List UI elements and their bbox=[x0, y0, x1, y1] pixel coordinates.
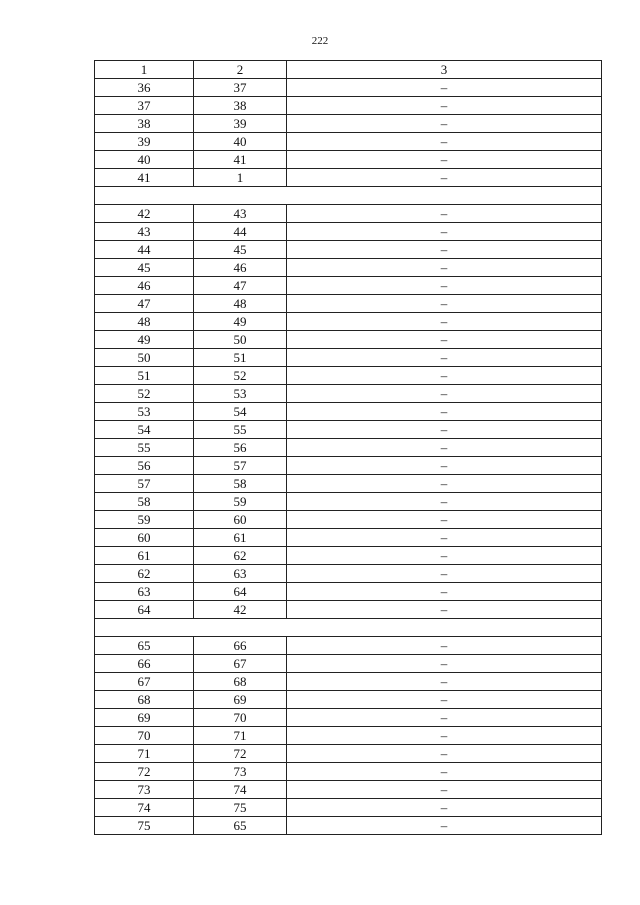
table-cell-col-3: – bbox=[287, 511, 602, 529]
table-row bbox=[95, 565, 602, 583]
table-cell-col-2: 44 bbox=[194, 223, 287, 241]
table-row bbox=[95, 151, 602, 169]
table-cell-col-1: 41 bbox=[95, 169, 194, 187]
table-cell-col-1: 43 bbox=[95, 223, 194, 241]
table-row bbox=[95, 313, 602, 331]
table-row bbox=[95, 349, 602, 367]
table-cell-col-1: 64 bbox=[95, 601, 194, 619]
table-cell-col-3: – bbox=[287, 223, 602, 241]
table-cell-col-3: – bbox=[287, 367, 602, 385]
table-row bbox=[95, 97, 602, 115]
table-cell-col-1: 57 bbox=[95, 475, 194, 493]
table-cell-col-1: 72 bbox=[95, 763, 194, 781]
table-cell-col-1: 37 bbox=[95, 97, 194, 115]
header-row bbox=[95, 61, 602, 79]
group-separator-row bbox=[95, 619, 602, 637]
page-number: 222 bbox=[311, 35, 329, 47]
table-cell-col-1: 54 bbox=[95, 421, 194, 439]
table-cell-col-1: 73 bbox=[95, 781, 194, 799]
table-row bbox=[95, 709, 602, 727]
group-separator-row bbox=[95, 187, 602, 205]
table-cell-col-3: – bbox=[287, 151, 602, 169]
table-cell-col-1: 48 bbox=[95, 313, 194, 331]
table-cell-col-3: – bbox=[287, 493, 602, 511]
table-body bbox=[95, 61, 602, 835]
table-cell-col-2: 56 bbox=[194, 439, 287, 457]
table-cell-col-3: – bbox=[287, 529, 602, 547]
table-cell-col-3: – bbox=[287, 817, 602, 835]
table-cell-col-2: 59 bbox=[194, 493, 287, 511]
table-cell-col-1: 46 bbox=[95, 277, 194, 295]
table-cell-col-1: 75 bbox=[95, 817, 194, 835]
table-cell-col-1: 66 bbox=[95, 655, 194, 673]
table-cell-col-2: 71 bbox=[194, 727, 287, 745]
table-cell-col-2: 74 bbox=[194, 781, 287, 799]
table-cell-col-2: 66 bbox=[194, 637, 287, 655]
table-row bbox=[95, 763, 602, 781]
table-cell-col-3: – bbox=[287, 241, 602, 259]
table-cell-col-3: – bbox=[287, 79, 602, 97]
table-cell-col-3: – bbox=[287, 295, 602, 313]
table-row bbox=[95, 115, 602, 133]
table-cell-col-3: – bbox=[287, 475, 602, 493]
table-cell-col-1: 58 bbox=[95, 493, 194, 511]
table-cell-col-3: – bbox=[287, 349, 602, 367]
table-cell-col-3: – bbox=[287, 583, 602, 601]
table-cell-col-1: 50 bbox=[95, 349, 194, 367]
table-cell-col-3: – bbox=[287, 601, 602, 619]
table-row bbox=[95, 745, 602, 763]
table-cell-col-2: 43 bbox=[194, 205, 287, 223]
table-row bbox=[95, 529, 602, 547]
table-cell-col-2: 58 bbox=[194, 475, 287, 493]
table-cell-col-1: 40 bbox=[95, 151, 194, 169]
table-row bbox=[95, 223, 602, 241]
table-cell-col-1: 52 bbox=[95, 385, 194, 403]
table-cell-col-1: 68 bbox=[95, 691, 194, 709]
table-cell-col-1: 53 bbox=[95, 403, 194, 421]
table-cell-col-2: 49 bbox=[194, 313, 287, 331]
table-cell-col-3: – bbox=[287, 673, 602, 691]
table-cell-col-1: 74 bbox=[95, 799, 194, 817]
table-cell-col-1: 44 bbox=[95, 241, 194, 259]
table-cell-col-1: 61 bbox=[95, 547, 194, 565]
table-row bbox=[95, 781, 602, 799]
table-cell-col-1: 62 bbox=[95, 565, 194, 583]
table-cell-col-3: – bbox=[287, 781, 602, 799]
table-cell-col-2: 54 bbox=[194, 403, 287, 421]
table-row bbox=[95, 277, 602, 295]
table-row bbox=[95, 511, 602, 529]
table-row bbox=[95, 403, 602, 421]
table-row bbox=[95, 547, 602, 565]
table-cell-col-2: 39 bbox=[194, 115, 287, 133]
table-row bbox=[95, 457, 602, 475]
table-cell-col-1: 51 bbox=[95, 367, 194, 385]
table-row bbox=[95, 79, 602, 97]
table-cell-col-2: 52 bbox=[194, 367, 287, 385]
table-cell-col-1: 47 bbox=[95, 295, 194, 313]
table-row bbox=[95, 331, 602, 349]
table-cell-col-1: 42 bbox=[95, 205, 194, 223]
table-cell-col-3: – bbox=[287, 421, 602, 439]
table-cell-col-1: 67 bbox=[95, 673, 194, 691]
table-row bbox=[95, 799, 602, 817]
header-cell-2: 2 bbox=[194, 61, 287, 79]
table-cell-col-3: – bbox=[287, 115, 602, 133]
table-row bbox=[95, 133, 602, 151]
table-row bbox=[95, 367, 602, 385]
table-cell-col-2: 64 bbox=[194, 583, 287, 601]
table-cell-col-3: – bbox=[287, 763, 602, 781]
table-cell-col-2: 65 bbox=[194, 817, 287, 835]
table-cell-col-2: 73 bbox=[194, 763, 287, 781]
table-cell-col-1: 49 bbox=[95, 331, 194, 349]
table-cell-col-2: 40 bbox=[194, 133, 287, 151]
table-cell-col-3: – bbox=[287, 97, 602, 115]
table-row bbox=[95, 637, 602, 655]
table-cell-col-3: – bbox=[287, 799, 602, 817]
table-cell-col-1: 70 bbox=[95, 727, 194, 745]
table-cell-col-2: 69 bbox=[194, 691, 287, 709]
table-cell-col-1: 59 bbox=[95, 511, 194, 529]
table-cell-col-2: 70 bbox=[194, 709, 287, 727]
table-cell-col-3: – bbox=[287, 403, 602, 421]
table-cell-col-3: – bbox=[287, 439, 602, 457]
table-cell-col-2: 55 bbox=[194, 421, 287, 439]
table-cell-col-1: 39 bbox=[95, 133, 194, 151]
table-row bbox=[95, 439, 602, 457]
table-row bbox=[95, 421, 602, 439]
table-row bbox=[95, 493, 602, 511]
table-cell-col-1: 69 bbox=[95, 709, 194, 727]
header-cell-1: 1 bbox=[95, 61, 194, 79]
header-cell-3: 3 bbox=[287, 61, 602, 79]
table-cell-col-3: – bbox=[287, 313, 602, 331]
table-cell-col-1: 36 bbox=[95, 79, 194, 97]
table-cell-col-2: 38 bbox=[194, 97, 287, 115]
table-row bbox=[95, 727, 602, 745]
table-row bbox=[95, 241, 602, 259]
table-cell-col-2: 50 bbox=[194, 331, 287, 349]
table-row bbox=[95, 601, 602, 619]
table-cell-col-3: – bbox=[287, 457, 602, 475]
data-table bbox=[94, 60, 602, 835]
group-separator-cell bbox=[95, 619, 602, 637]
table-row bbox=[95, 475, 602, 493]
table-cell-col-1: 60 bbox=[95, 529, 194, 547]
table-cell-col-3: – bbox=[287, 655, 602, 673]
table-cell-col-1: 71 bbox=[95, 745, 194, 763]
table-cell-col-2: 47 bbox=[194, 277, 287, 295]
table-cell-col-3: – bbox=[287, 385, 602, 403]
table-cell-col-2: 72 bbox=[194, 745, 287, 763]
table-cell-col-1: 55 bbox=[95, 439, 194, 457]
table-cell-col-1: 65 bbox=[95, 637, 194, 655]
table-cell-col-1: 38 bbox=[95, 115, 194, 133]
table-cell-col-2: 48 bbox=[194, 295, 287, 313]
table-cell-col-3: – bbox=[287, 691, 602, 709]
table-cell-col-2: 42 bbox=[194, 601, 287, 619]
table-cell-col-3: – bbox=[287, 727, 602, 745]
table-row bbox=[95, 673, 602, 691]
table-cell-col-3: – bbox=[287, 745, 602, 763]
group-separator-cell bbox=[95, 187, 602, 205]
table-cell-col-2: 53 bbox=[194, 385, 287, 403]
table-row bbox=[95, 295, 602, 313]
table-cell-col-2: 75 bbox=[194, 799, 287, 817]
table-row bbox=[95, 817, 602, 835]
table-row bbox=[95, 259, 602, 277]
table-cell-col-1: 56 bbox=[95, 457, 194, 475]
table-cell-col-2: 63 bbox=[194, 565, 287, 583]
table-cell-col-3: – bbox=[287, 709, 602, 727]
table-cell-col-2: 45 bbox=[194, 241, 287, 259]
table-row bbox=[95, 691, 602, 709]
table-cell-col-2: 37 bbox=[194, 79, 287, 97]
table-cell-col-3: – bbox=[287, 565, 602, 583]
table-cell-col-3: – bbox=[287, 205, 602, 223]
table-row bbox=[95, 583, 602, 601]
table-cell-col-2: 68 bbox=[194, 673, 287, 691]
table-cell-col-2: 46 bbox=[194, 259, 287, 277]
table-cell-col-2: 61 bbox=[194, 529, 287, 547]
table-row bbox=[95, 385, 602, 403]
table-row bbox=[95, 205, 602, 223]
table-cell-col-2: 62 bbox=[194, 547, 287, 565]
table-cell-col-1: 63 bbox=[95, 583, 194, 601]
table-cell-col-2: 51 bbox=[194, 349, 287, 367]
table-cell-col-3: – bbox=[287, 547, 602, 565]
table-cell-col-2: 1 bbox=[194, 169, 287, 187]
table-cell-col-2: 60 bbox=[194, 511, 287, 529]
table-cell-col-3: – bbox=[287, 331, 602, 349]
table-cell-col-2: 41 bbox=[194, 151, 287, 169]
table-cell-col-3: – bbox=[287, 277, 602, 295]
table-row bbox=[95, 655, 602, 673]
table-row bbox=[95, 169, 602, 187]
table-cell-col-3: – bbox=[287, 637, 602, 655]
table-cell-col-3: – bbox=[287, 259, 602, 277]
table-cell-col-1: 45 bbox=[95, 259, 194, 277]
table-cell-col-2: 57 bbox=[194, 457, 287, 475]
table-cell-col-3: – bbox=[287, 133, 602, 151]
table-cell-col-2: 67 bbox=[194, 655, 287, 673]
table-cell-col-3: – bbox=[287, 169, 602, 187]
